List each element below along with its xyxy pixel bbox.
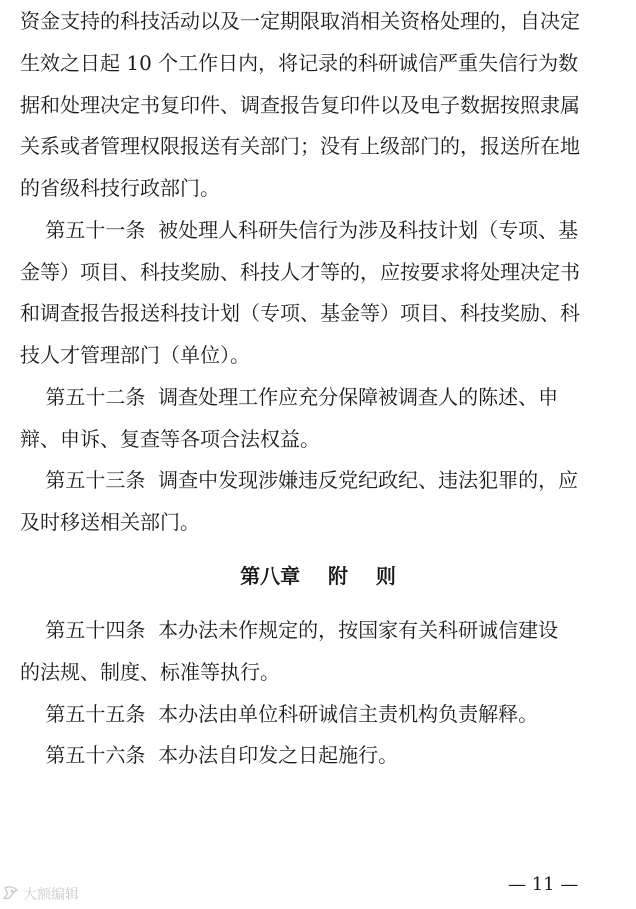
text-line: 生效之日起 10 个工作日内，将记录的科研诚信严重失信行为数 [20,51,579,75]
watermark [2,883,79,905]
article-53-line: 第五十三条 调查中发现涉嫌违反党纪政纪、违法犯罪的，应 [20,468,579,492]
chapter-heading: 第八章 附 则 [240,564,396,588]
page-number: — 11 — [508,874,579,895]
article-55-line: 第五十五条 本办法由单位科研诚信主责机构负责解释。 [20,702,539,726]
watermark-logo-icon [2,886,20,902]
text-line: 和调查报告报送科技计划（专项、基金等）项目、科技奖励、科 [20,301,580,325]
article-54-line: 第五十四条 本办法未作规定的，按国家有关科研诚信建设 [20,618,559,642]
text-line: 及时移送相关部门。 [20,510,200,534]
article-52-line: 第五十二条 调查处理工作应充分保障被调查人的陈述、申 [20,385,559,409]
text-line: 资金支持的科技活动以及一定期限取消相关资格处理的，自决定 [20,9,580,33]
text-line: 辩、申诉、复查等各项合法权益。 [20,427,320,451]
text-line: 的省级科技行政部门。 [20,176,220,200]
text-line: 据和处理决定书复印件、调查报告复印件以及电子数据按照隶属 [20,93,580,117]
text-line: 技人才管理部门（单位）。 [20,343,250,367]
watermark-text: 大额编辑 [23,887,79,903]
text-line: 金等）项目、科技奖励、科技人才等的，应按要求将处理决定书 [20,260,580,284]
text-line: 关系或者管理权限报送有关部门；没有上级部门的，报送所在地 [20,134,580,158]
article-56-line: 第五十六条 本办法自印发之日起施行。 [20,743,399,767]
text-line: 的法规、制度、标准等执行。 [20,660,280,684]
article-51-line: 第五十一条 被处理人科研失信行为涉及科技计划（专项、基 [20,218,579,242]
